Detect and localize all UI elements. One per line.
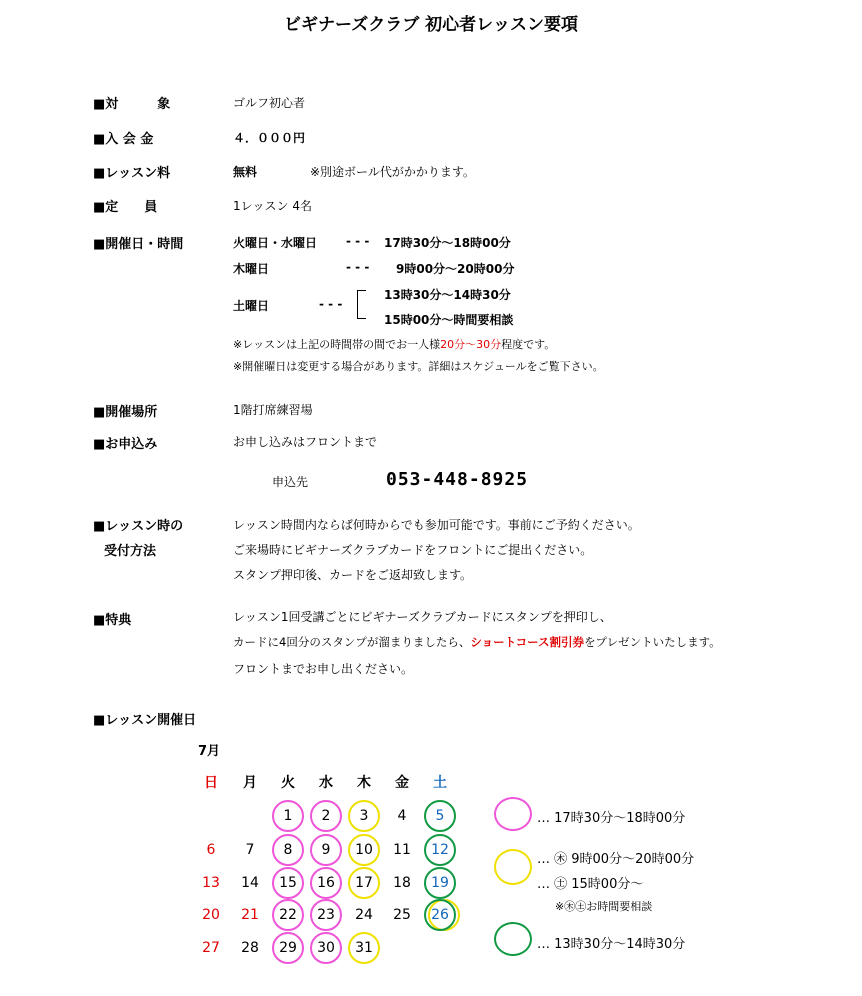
calendar-day: 6 xyxy=(206,842,216,858)
calendar-day: 18 xyxy=(393,875,411,891)
contact-label: 申込先 xyxy=(272,475,309,489)
calendar-day: 31 xyxy=(355,940,373,956)
benefit-line-3: フロントまでお申し出ください。 xyxy=(233,662,414,676)
legend-green-circle xyxy=(494,922,532,956)
legend-yellow-circle xyxy=(494,849,532,885)
lesson-fee-value: 無料 xyxy=(233,165,258,179)
schedule-time-sat-1: 13時30分～14時30分 xyxy=(384,288,511,302)
weekday-header: 日 xyxy=(204,775,218,791)
calendar-day: 7 xyxy=(245,842,255,858)
calendar-day: 26 xyxy=(431,907,449,923)
calendar-day: 15 xyxy=(279,875,297,891)
reception-label-2: 受付方法 xyxy=(104,544,157,559)
benefit-line-2: カードに4回分のスタンプが溜まりましたら、ショートコース割引券をプレゼントいたします。 xyxy=(233,635,721,649)
calendar-day: 24 xyxy=(355,907,373,923)
calendar-day: 9 xyxy=(321,842,331,858)
schedule-bracket xyxy=(357,290,366,319)
calendar-day: 28 xyxy=(241,940,259,956)
legend-yellow-text-2: … ㊏ 15時00分～ xyxy=(537,877,644,892)
target-label: ■対 象 xyxy=(93,97,171,112)
capacity-label: ■定 員 xyxy=(93,200,158,215)
reception-label-1: ■レッスン時の xyxy=(93,519,184,534)
legend-yellow-note: ※㊍㊏お時間要相談 xyxy=(555,900,653,913)
calendar-day: 21 xyxy=(241,907,259,923)
calendar-day: 4 xyxy=(397,808,407,824)
calendar-day: 1 xyxy=(283,808,293,824)
schedule-dash-sat: - - - xyxy=(319,297,343,311)
phone-number: 053-448-8925 xyxy=(386,469,529,490)
schedule-day-sat: 土曜日 xyxy=(233,299,270,313)
apply-label: ■お申込み xyxy=(93,437,158,452)
venue-label: ■開催場所 xyxy=(93,405,158,420)
calendar-day: 27 xyxy=(202,940,220,956)
weekday-header: 水 xyxy=(319,775,333,791)
calendar-day: 8 xyxy=(283,842,293,858)
calendar-label: ■レッスン開催日 xyxy=(93,713,197,728)
schedule-day-thu: 木曜日 xyxy=(233,262,270,276)
calendar-day: 16 xyxy=(317,875,335,891)
reception-line-3: スタンプ押印後、カードをご返却致します。 xyxy=(233,568,473,582)
capacity-value: 1レッスン 4名 xyxy=(233,199,312,213)
legend-green-text: … 13時30分～14時30分 xyxy=(537,937,686,952)
legend-pink-text: … 17時30分～18時00分 xyxy=(537,811,686,826)
apply-value: お申し込みはフロントまで xyxy=(233,435,378,449)
page-title: ビギナーズクラブ 初心者レッスン要項 xyxy=(284,15,578,35)
calendar-day: 11 xyxy=(393,842,411,858)
schedule-label: ■開催日・時間 xyxy=(93,237,184,252)
legend-yellow-text-1: … ㊍ 9時00分～20時00分 xyxy=(537,852,695,867)
entry-fee-value: ４．０００円 xyxy=(233,131,306,145)
schedule-note-2: ※開催曜日は変更する場合があります。詳細はスケジュールをご覧下さい。 xyxy=(233,360,604,373)
calendar-day: 30 xyxy=(317,940,335,956)
venue-value: 1階打席練習場 xyxy=(233,403,313,417)
schedule-time-tuewed: 17時30分～18時00分 xyxy=(384,236,511,250)
weekday-header: 火 xyxy=(281,775,295,791)
calendar-day: 3 xyxy=(359,808,369,824)
reception-line-2: ご来場時にビギナーズクラブカードをフロントにご提出ください。 xyxy=(233,543,593,557)
calendar-day: 10 xyxy=(355,842,373,858)
lesson-fee-label: ■レッスン料 xyxy=(93,166,171,181)
benefit-label: ■特典 xyxy=(93,613,132,628)
schedule-dash-tuewed: - - - xyxy=(346,234,370,248)
weekday-header: 月 xyxy=(243,775,257,791)
calendar-day: 13 xyxy=(202,875,220,891)
lesson-fee-note: ※別途ボール代がかかります。 xyxy=(310,165,475,179)
schedule-time-sat-2: 15時00分～時間要相談 xyxy=(384,313,514,327)
calendar-day: 5 xyxy=(435,808,445,824)
legend-pink-circle xyxy=(494,797,532,831)
weekday-header: 土 xyxy=(433,775,447,791)
weekday-header: 木 xyxy=(357,775,371,791)
schedule-day-tuewed: 火曜日・水曜日 xyxy=(233,236,318,250)
calendar-month: 7月 xyxy=(198,744,221,759)
benefit-line-1: レッスン1回受講ごとにビギナーズクラブカードにスタンプを押印し、 xyxy=(233,610,612,624)
reception-line-1: レッスン時間内ならば何時からでも参加可能です。事前にご予約ください。 xyxy=(233,518,640,532)
calendar-day: 14 xyxy=(241,875,259,891)
schedule-note-1: ※レッスンは上記の時間帯の間でお一人様20分～30分程度です。 xyxy=(233,338,556,351)
schedule-dash-thu: - - - xyxy=(346,260,370,274)
weekday-header: 金 xyxy=(395,775,409,791)
target-value: ゴルフ初心者 xyxy=(233,96,306,110)
calendar-day: 20 xyxy=(202,907,220,923)
calendar-day: 17 xyxy=(355,875,373,891)
calendar-day: 2 xyxy=(321,808,331,824)
entry-fee-label: ■入 会 金 xyxy=(93,132,154,147)
calendar-day: 19 xyxy=(431,875,449,891)
calendar-day: 12 xyxy=(431,842,449,858)
calendar-day: 22 xyxy=(279,907,297,923)
calendar-day: 29 xyxy=(279,940,297,956)
schedule-time-thu: 9時00分～20時00分 xyxy=(396,262,515,276)
calendar-day: 25 xyxy=(393,907,411,923)
calendar-day: 23 xyxy=(317,907,335,923)
